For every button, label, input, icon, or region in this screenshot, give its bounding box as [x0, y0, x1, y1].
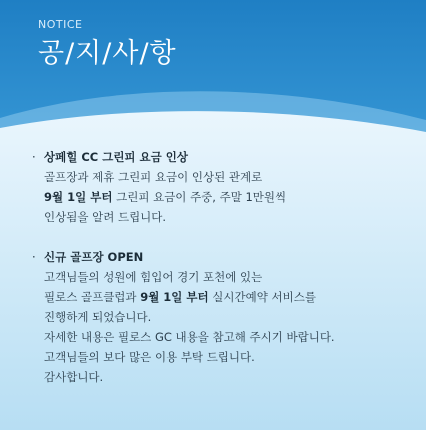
notice-label: NOTICE — [38, 18, 83, 31]
bullet-icon: · — [32, 250, 36, 264]
notice-item-line: 필로스 골프클럽과 9월 1일 부터 실시간예약 서비스를 — [44, 290, 316, 304]
notice-item-line: 감사합니다. — [44, 370, 104, 384]
notice-item-title: · 신규 골프장 OPEN — [32, 247, 335, 267]
bullet-icon: · — [32, 150, 36, 164]
notice-item-line: 진행하게 되었습니다. — [44, 310, 152, 324]
notice-item-title: · 상페힐 CC 그린피 요금 인상 — [32, 147, 335, 167]
notice-item-line: 고객님들의 보다 많은 이용 부탁 드립니다. — [44, 350, 255, 364]
notice-item-line: 골프장과 제휴 그린피 요금이 인상된 관계로 — [44, 170, 263, 184]
notice-item — [32, 247, 335, 387]
notice-item-line: 자세한 내용은 필로스 GC 내용을 참고해 주시기 바랍니다. — [44, 330, 335, 344]
notice-list — [32, 147, 335, 407]
notice-item — [32, 147, 335, 227]
notice-item-line: 인상됨을 알려 드립니다. — [44, 210, 167, 224]
notice-item-line: 9월 1일 부터 그린피 요금이 주중, 주말 1만원씩 — [44, 190, 287, 204]
notice-item-line: 고객님들의 성원에 힘입어 경기 포천에 있는 — [44, 270, 263, 284]
notice-title: 공/지/사/항 — [38, 38, 177, 69]
header — [38, 18, 177, 70]
